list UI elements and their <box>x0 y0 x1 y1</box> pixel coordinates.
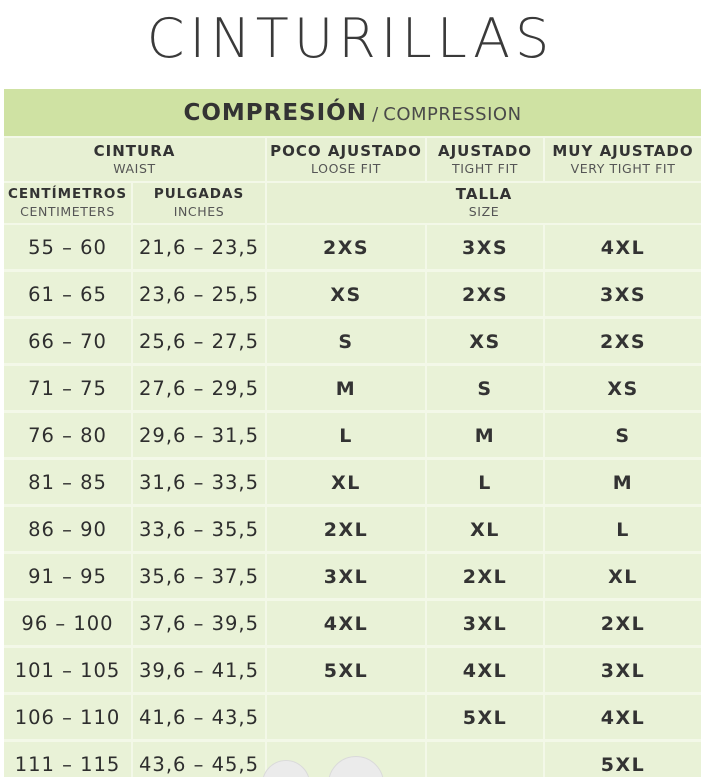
page-title: CINTURILLAS <box>146 7 555 70</box>
cell-centimeters: 101 – 105 <box>4 648 131 692</box>
cell-loose-fit-size: M <box>267 366 425 410</box>
header-size-es: TALLA <box>455 185 513 203</box>
cell-tight-fit-size: L <box>427 460 543 504</box>
cell-very-tight-fit-size: L <box>545 507 701 551</box>
header-inches-en: INCHES <box>173 204 225 219</box>
compression-separator: / <box>372 104 379 125</box>
header-inches <box>133 183 265 223</box>
cell-loose-fit-size: 2XS <box>267 225 425 269</box>
cell-centimeters: 91 – 95 <box>4 554 131 598</box>
header-size <box>267 183 701 223</box>
cell-inches: 33,6 – 35,5 <box>133 507 265 551</box>
cell-centimeters: 55 – 60 <box>4 225 131 269</box>
cell-inches: 41,6 – 43,5 <box>133 695 265 739</box>
cell-very-tight-fit-size: M <box>545 460 701 504</box>
cell-centimeters: 106 – 110 <box>4 695 131 739</box>
compression-header <box>4 89 701 136</box>
header-tight-fit <box>427 138 543 181</box>
table-row <box>4 695 701 739</box>
cell-tight-fit-size <box>427 742 543 777</box>
table-row <box>4 601 701 645</box>
cell-very-tight-fit-size: 4XL <box>545 225 701 269</box>
cell-tight-fit-size: 2XS <box>427 272 543 316</box>
cell-loose-fit-size: 5XL <box>267 648 425 692</box>
cell-inches: 31,6 – 33,5 <box>133 460 265 504</box>
cell-very-tight-fit-size: 3XS <box>545 272 701 316</box>
size-table <box>4 89 701 777</box>
cell-loose-fit-size <box>267 695 425 739</box>
header-very-tight-en: VERY TIGHT FIT <box>570 161 676 176</box>
header-waist <box>4 138 265 181</box>
table-row <box>4 272 701 316</box>
cell-inches: 23,6 – 25,5 <box>133 272 265 316</box>
cell-loose-fit-size: L <box>267 413 425 457</box>
cell-loose-fit-size: 3XL <box>267 554 425 598</box>
cell-tight-fit-size: 2XL <box>427 554 543 598</box>
header-tight-es: AJUSTADO <box>437 142 533 160</box>
cell-very-tight-fit-size: 5XL <box>545 742 701 777</box>
cell-inches: 35,6 – 37,5 <box>133 554 265 598</box>
table-row <box>4 319 701 363</box>
cell-very-tight-fit-size: 2XL <box>545 601 701 645</box>
cell-loose-fit-size: XS <box>267 272 425 316</box>
cell-inches: 21,6 – 23,5 <box>133 225 265 269</box>
cell-tight-fit-size: 3XL <box>427 601 543 645</box>
cell-inches: 43,6 – 45,5 <box>133 742 265 777</box>
table-row <box>4 507 701 551</box>
header-centimeters <box>4 183 131 223</box>
cell-centimeters: 66 – 70 <box>4 319 131 363</box>
header-centimeters-es: CENTÍMETROS <box>7 186 128 202</box>
table-row <box>4 554 701 598</box>
cell-centimeters: 111 – 115 <box>4 742 131 777</box>
table-row <box>4 413 701 457</box>
cell-centimeters: 96 – 100 <box>4 601 131 645</box>
header-inches-es: PULGADAS <box>153 186 245 202</box>
compression-label-en: COMPRESSION <box>383 104 522 125</box>
cell-inches: 27,6 – 29,5 <box>133 366 265 410</box>
header-size-en: SIZE <box>468 204 500 219</box>
cell-loose-fit-size: 2XL <box>267 507 425 551</box>
cell-very-tight-fit-size: S <box>545 413 701 457</box>
table-row <box>4 648 701 692</box>
header-very-tight-fit <box>545 138 701 181</box>
cell-inches: 25,6 – 27,5 <box>133 319 265 363</box>
header-very-tight-es: MUY AJUSTADO <box>552 142 694 160</box>
header-waist-en: WAIST <box>113 161 156 176</box>
table-row <box>4 366 701 410</box>
cell-tight-fit-size: XL <box>427 507 543 551</box>
cell-loose-fit-size: S <box>267 319 425 363</box>
cell-centimeters: 86 – 90 <box>4 507 131 551</box>
header-tight-en: TIGHT FIT <box>452 161 518 176</box>
cell-tight-fit-size: XS <box>427 319 543 363</box>
cell-centimeters: 61 – 65 <box>4 272 131 316</box>
header-waist-es: CINTURA <box>93 142 176 160</box>
compression-label: COMPRESIÓN <box>183 100 367 126</box>
cell-tight-fit-size: M <box>427 413 543 457</box>
table-row <box>4 460 701 504</box>
cell-inches: 29,6 – 31,5 <box>133 413 265 457</box>
header-loose-en: LOOSE FIT <box>311 161 381 176</box>
cell-inches: 37,6 – 39,5 <box>133 601 265 645</box>
cell-very-tight-fit-size: 4XL <box>545 695 701 739</box>
cell-very-tight-fit-size: XL <box>545 554 701 598</box>
cell-loose-fit-size: XL <box>267 460 425 504</box>
header-loose-es: POCO AJUSTADO <box>270 142 422 160</box>
cell-centimeters: 71 – 75 <box>4 366 131 410</box>
cell-very-tight-fit-size: XS <box>545 366 701 410</box>
table-row <box>4 225 701 269</box>
cell-very-tight-fit-size: 2XS <box>545 319 701 363</box>
header-centimeters-en: CENTIMETERS <box>20 204 115 219</box>
cell-centimeters: 76 – 80 <box>4 413 131 457</box>
cell-inches: 39,6 – 41,5 <box>133 648 265 692</box>
cell-tight-fit-size: 5XL <box>427 695 543 739</box>
cell-centimeters: 81 – 85 <box>4 460 131 504</box>
cell-very-tight-fit-size: 3XL <box>545 648 701 692</box>
cell-tight-fit-size: 3XS <box>427 225 543 269</box>
cell-tight-fit-size: S <box>427 366 543 410</box>
cell-loose-fit-size: 4XL <box>267 601 425 645</box>
header-loose-fit <box>267 138 425 181</box>
cell-tight-fit-size: 4XL <box>427 648 543 692</box>
